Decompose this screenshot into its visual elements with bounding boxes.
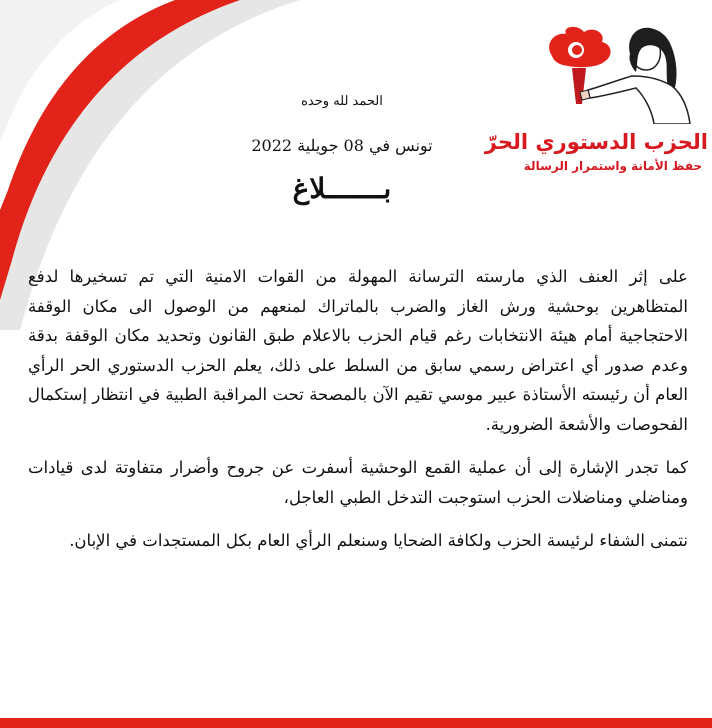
praise-line: الحمد لله وحده <box>301 94 383 109</box>
date-line: تونس في 08 جويلية 2022 <box>251 136 433 155</box>
statement-title: بـــــــلاغ <box>292 172 392 205</box>
paragraph: كما تجدر الإشارة إلى أن عملية القمع الوحشية أسفرت عن جروح وأضرار متفاوتة لدى قيادات ومناضلي ومناضلات الحزب استوجبت التدخل الطبي العاجل، <box>28 458 688 507</box>
bottom-red-bar <box>0 718 712 728</box>
torch-bearer-logo-icon <box>532 24 702 124</box>
party-name: الحزب الدستوري الحرّ <box>484 130 708 154</box>
paragraph: نتمنى الشفاء لرئيسة الحزب ولكافة الضحايا وسنعلم الرأي العام بكل المستجدات في الإبان. <box>69 531 688 550</box>
paragraph: على إثر العنف الذي مارسته الترسانة المهولة من القوات الامنية التي تم تسخيرها لدفع المتظاهرين بوحشية ورش الغاز والضرب بالماتراك لمنعهم من الوصول الى مكان الوقفة الاحتجاجية أمام هيئة الانتخابات رغم قيام الحزب بالاعلام طبق القانون وتحديد مكان الوقفة بدقة وعدم صدور أي اعتراض رسمي سابق من السلط على ذلك، يعلم الحزب الدستوري الحر الرأي العام أن رئيسته الأستاذة عبير موسي تقيم الآن بالمصحة تحت المراقبة الطبية في انتظار إستكمال الفحوصات والأشعة الضرورية. <box>28 267 688 434</box>
party-logo <box>484 24 708 184</box>
party-slogan: حفظ الأمانة واستمرار الرسالة <box>523 159 703 173</box>
statement-body <box>28 262 688 570</box>
